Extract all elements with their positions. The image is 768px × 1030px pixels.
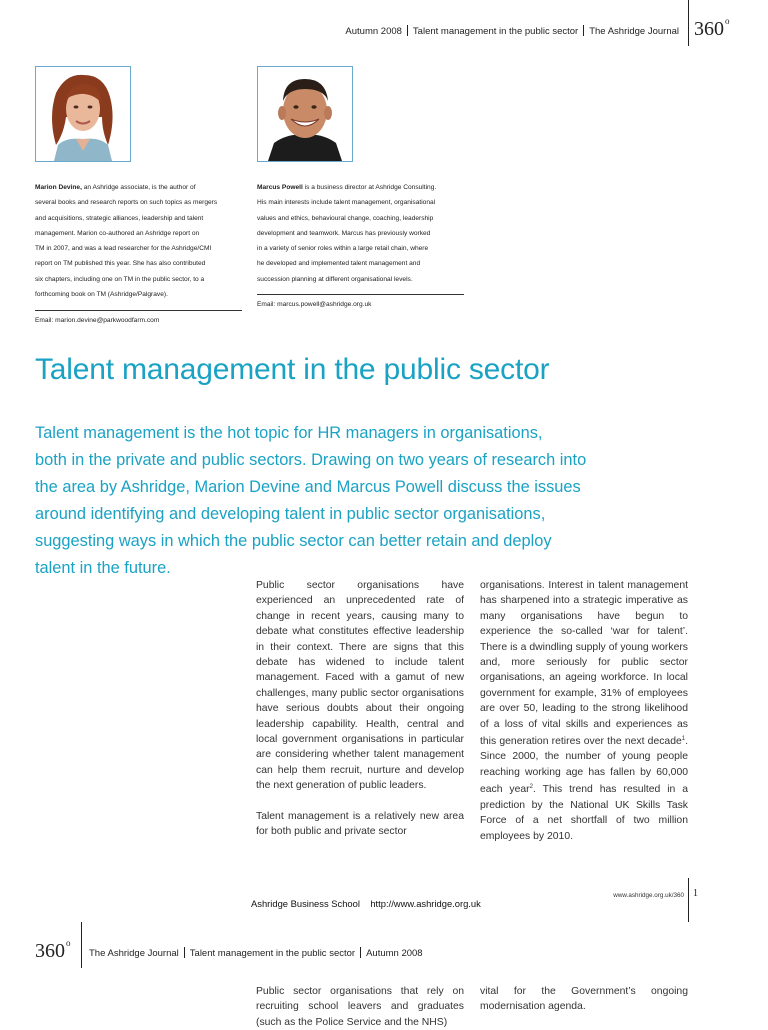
author-photo-marion <box>35 66 131 162</box>
author-name: Marcus Powell <box>257 184 303 191</box>
footnote-ref[interactable]: 2 <box>529 784 533 791</box>
footer-url[interactable]: http://www.ashridge.org.uk <box>370 898 481 909</box>
page2-column-1: Public sector organisations that rely on recruiting school leavers and graduates (such as the Police Service and the NHS) <box>256 986 464 1028</box>
portrait-woman-icon <box>36 67 130 161</box>
article-title: Talent management in the public sector <box>35 353 550 386</box>
footer-small-url[interactable]: www.ashridge.org.uk/360 <box>613 892 684 899</box>
paragraph: organisations. Interest in talent management has sharpened into a strategic imperative as many organisations have begun to experience the so-called ‘war for talent’. There is a dwindling supply of young workers and, more seriously for public sector organisations, an ageing workforce. In local government for example, 31% of employees are over 50, leading to the strong likelihood of a loss of vital skills and experiences as this generation retires over the next decade$^1$. Since 2000, the number of young people reaching working age has fallen by 60,000 each year$^2$. This trend has resulted in a prediction by the National UK Skills Task Force of a net shortfall of two million employees by 2010. <box>480 580 688 842</box>
header-topic: Talent management in the public sector <box>189 948 356 959</box>
portrait-man-icon <box>258 67 352 161</box>
header-divider <box>184 947 185 958</box>
bio-divider <box>35 310 242 311</box>
paragraph: Talent management is a relatively new area for both public and private sector <box>256 810 464 838</box>
running-header <box>345 25 679 37</box>
footer-school: Ashridge Business School http://www.ashridge.org.uk <box>251 898 481 909</box>
header-divider <box>407 25 408 36</box>
paragraph: Public sector organisations have experienced an unprecedented rate of change in recent years, causing many to debate what constitutes effective leadership in their context. There are signs that this debate has widened to include talent management. Faced with a gamut of new challenges, many public sector organisations have serious doubts about their ongoing leadership capability. Health, central and local government organisations in particular are considering whether talent management can help them recruit, nurture and develop the next generation of public leaders. <box>256 580 464 792</box>
header-issue: Autumn 2008 <box>366 948 423 959</box>
header-vertical-rule <box>688 0 689 46</box>
body-column-2 <box>480 578 688 859</box>
header-vertical-rule <box>81 922 82 968</box>
header-divider <box>360 947 361 958</box>
footer-vertical-rule <box>688 878 689 922</box>
standfirst: Talent management is the hot topic for HR managers in organisations, both in the private and public sectors. Drawing on two years of research into the area by Ashridge, Marion Devine and Marcus Powell discuss the issues around identifying and developing talent in public sector organisations, suggesting ways in which the public sector can better retain and deploy talent in the future. <box>35 424 587 578</box>
author-name: Marion Devine, <box>35 184 82 191</box>
author-email-marcus[interactable]: Email: marcus.powell@ashridge.org.uk <box>257 301 372 308</box>
page-number: 1 <box>693 888 698 899</box>
bio-divider <box>257 294 464 295</box>
header-journal: The Ashridge Journal <box>589 26 679 37</box>
header-topic: Talent management in the public sector <box>412 26 579 37</box>
footnote-ref[interactable]: 1 <box>681 736 686 743</box>
logo-360: 360$^o$ <box>35 938 71 962</box>
author-bio-marcus: Marcus Powell is a business director at Ashridge Consulting. His main interests include talent management, organisational values and ethics, behavioural change, coaching, leadership development and teamwork. Marcus has previously worked in a variety of senior roles within a large retail chain, where he developed and implemented talent management and succession planning at different organisational levels. <box>257 184 437 283</box>
body-column-1 <box>256 578 464 855</box>
header-divider <box>583 25 584 36</box>
header-journal: The Ashridge Journal <box>89 948 179 959</box>
page2-column-2: vital for the Government’s ongoing modernisation agenda. <box>480 986 688 1013</box>
author-bio-marion: Marion Devine, an Ashridge associate, is the author of several books and research reports on such topics as mergers and acquisitions, strategic alliances, leadership and talent management. Marion co-authored an Ashridge report on TM in 2007, and was a lead researcher for the Ashridge/CMI report on TM published this year. She has also contributed six chapters, including one on TM in the public sector, to a forthcoming book on TM (Ashridge/Palgrave). <box>35 184 218 299</box>
author-email-marion[interactable]: Email: marion.devine@parkwoodfarm.com <box>35 317 160 324</box>
author-photo-marcus <box>257 66 353 162</box>
header-issue: Autumn 2008 <box>345 26 402 37</box>
running-header <box>89 947 423 959</box>
logo-360: 360$^o$ <box>694 16 730 40</box>
